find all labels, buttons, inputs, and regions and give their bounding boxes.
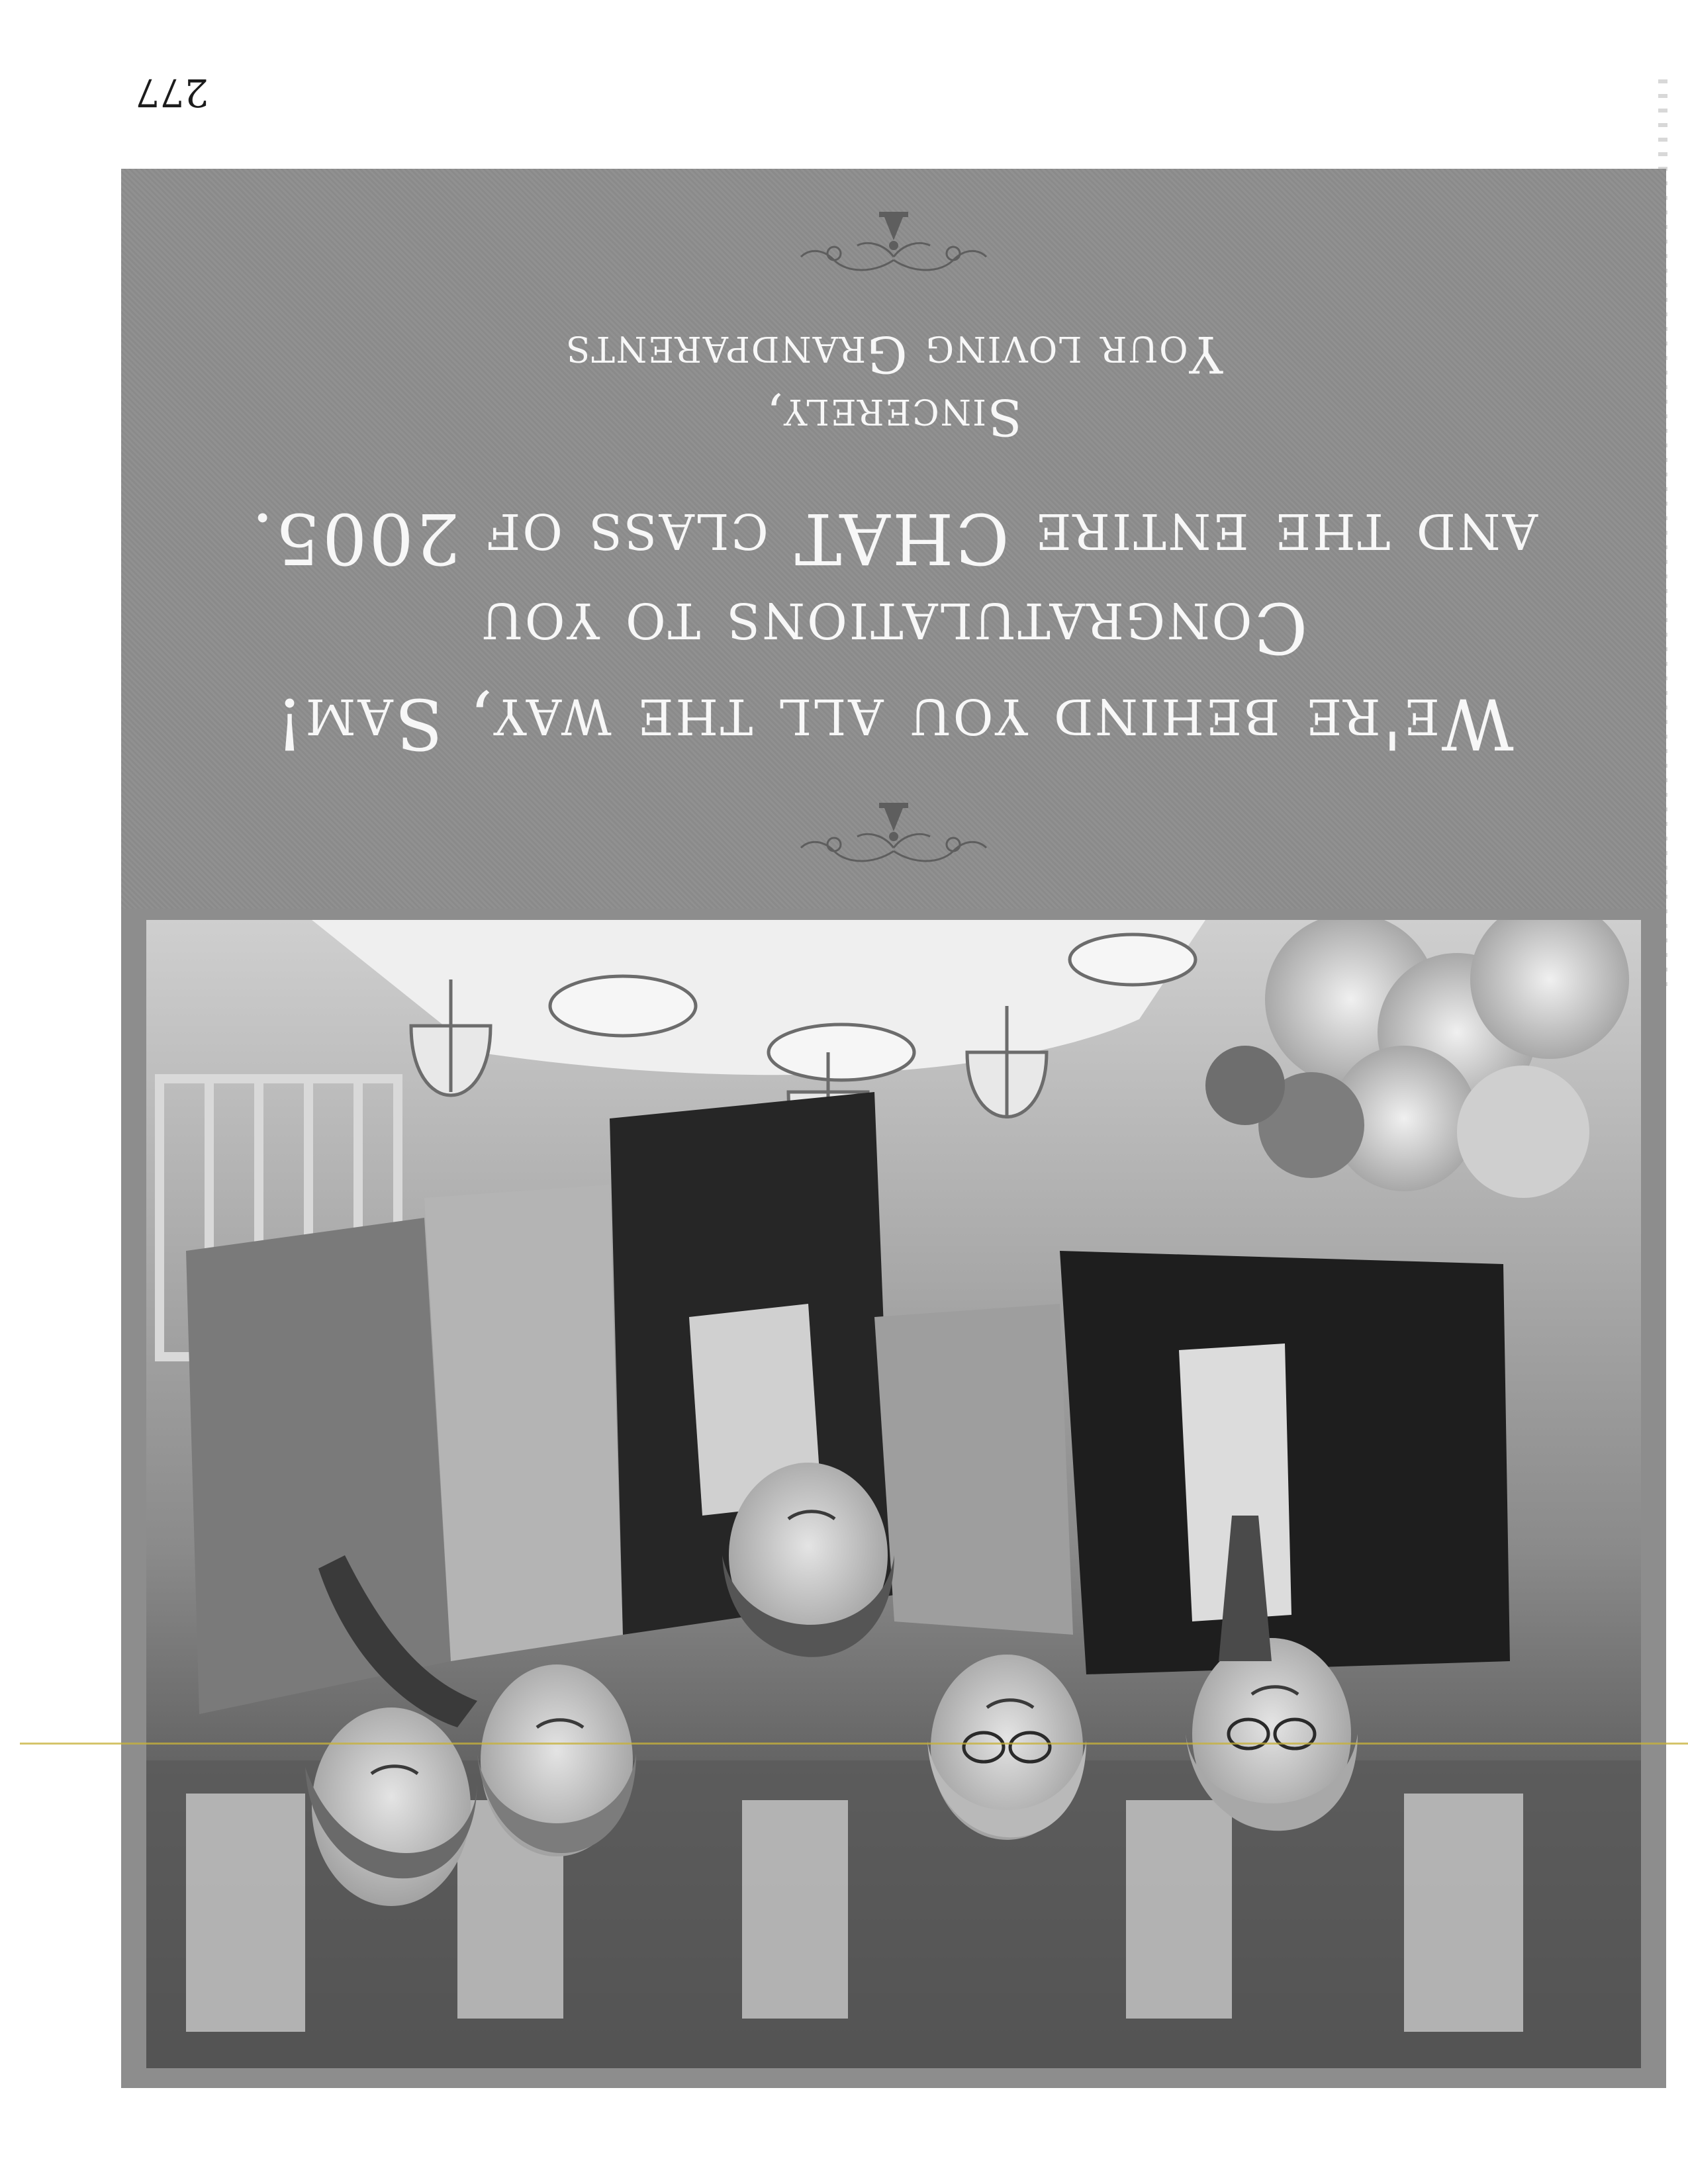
headline-line-1: We're behind you all the way, Sam! [273, 683, 1514, 764]
family-group-photo [146, 920, 1641, 2068]
flourish-ornament-icon [794, 798, 993, 871]
photo-illustration [146, 920, 1641, 2068]
advertisement-panel [121, 169, 1666, 2088]
headline-line-2: Congratulations to you [479, 587, 1308, 668]
message-panel [121, 169, 1666, 909]
flourish-ornament-icon [794, 207, 993, 280]
signoff-closing: Sincerely, [765, 388, 1023, 447]
page-number: 277 [135, 70, 209, 115]
headline-line-3: and the entire CHAT class of 2005. [249, 498, 1538, 579]
signoff-signature: Your loving Grandparents [565, 325, 1223, 384]
scanner-artifact-line [20, 1743, 1688, 1745]
message-content [121, 169, 1666, 909]
